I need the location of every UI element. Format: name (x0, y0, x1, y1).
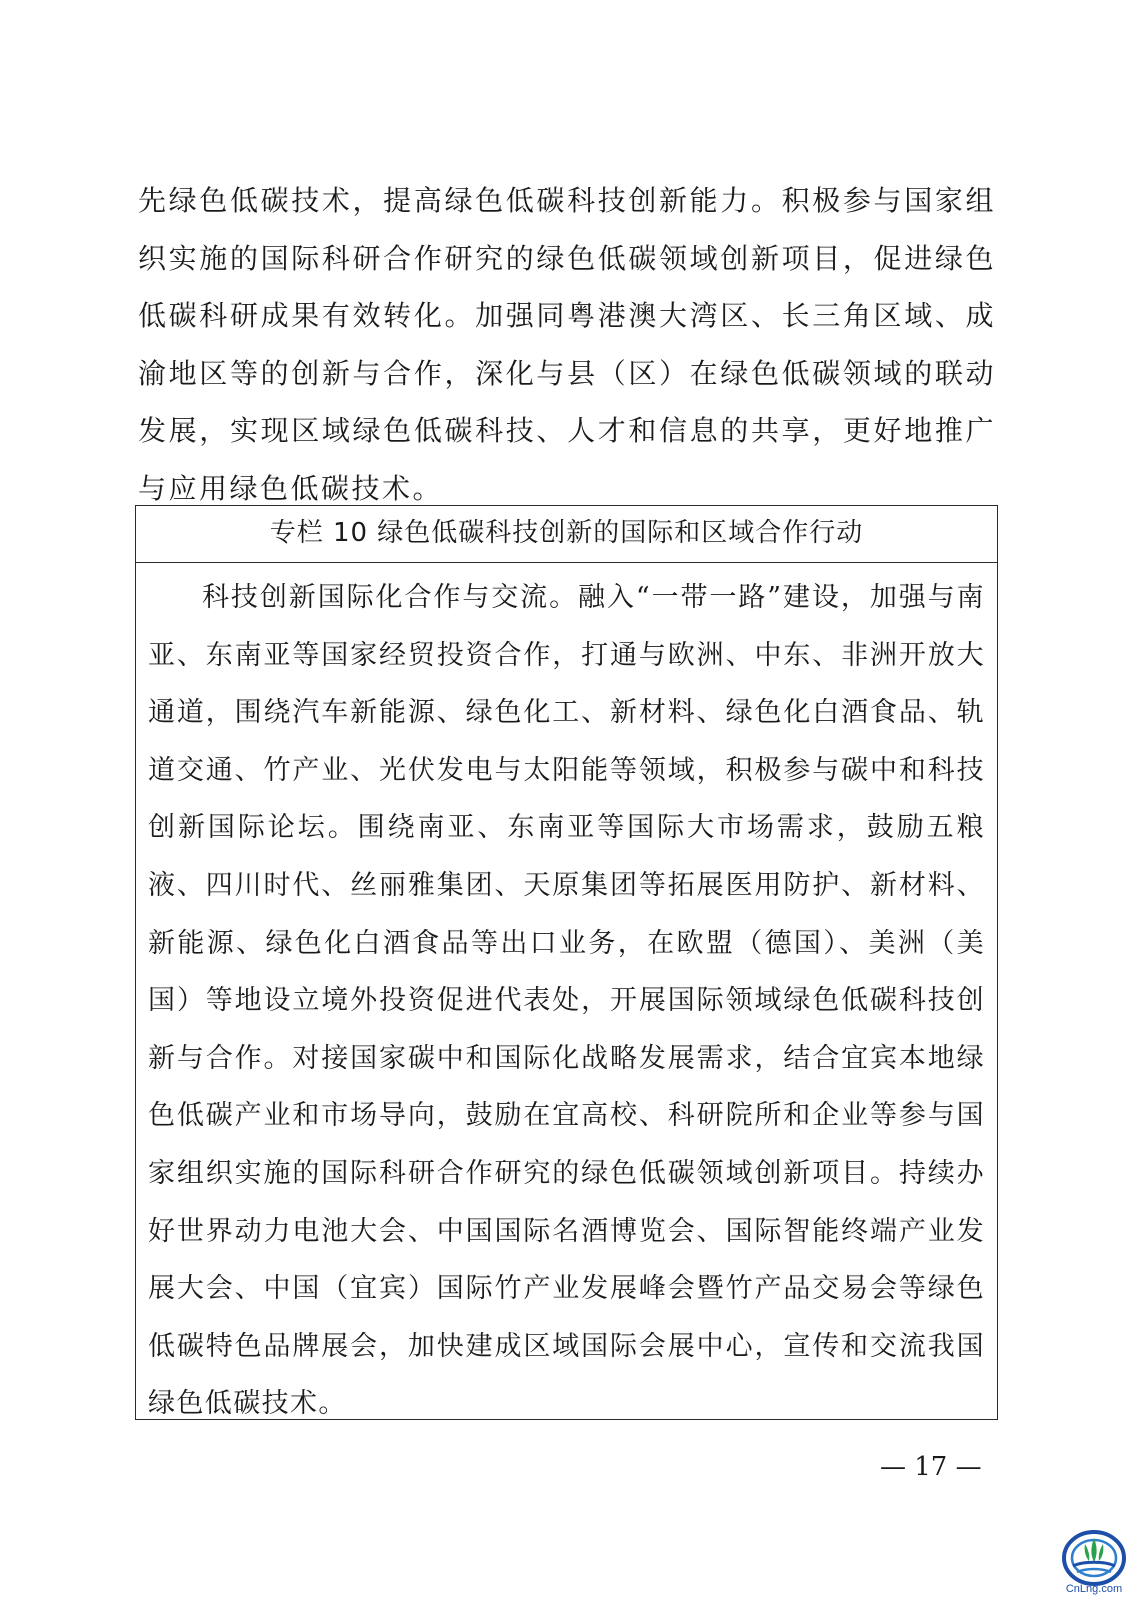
page-number: — 17 — (880, 1452, 982, 1482)
special-column-box (135, 505, 998, 1420)
watermark-text: CnLng.com (1065, 1583, 1123, 1595)
box-title: 专栏 10 绿色低碳科技创新的国际和区域合作行动 (136, 506, 997, 563)
box-lead-heading: 科技创新国际化合作与交流。 (202, 582, 579, 613)
box-body (136, 563, 997, 1433)
box-body-text: 融入“一带一路”建设，加强与南亚、东南亚等国家经贸投资合作，打通与欧洲、中东、非洲开放大通道，围绕汽车新能源、绿色化工、新材料、绿色化白酒食品、轨道交通、竹产业、光伏发电与太阳能等领域，积极参与碳中和科技创新国际论坛。围绕南亚、东南亚等国际大市场需求，鼓励五粮液、四川时代、丝丽雅集团、天原集团等拓展医用防护、新材料、新能源、绿色化白酒食品等出口业务，在欧盟（德国）、美洲（美国）等地设立境外投资促进代表处，开展国际领域绿色低碳科技创新与合作。对接国家碳中和国际化战略发展需求，结合宜宾本地绿色低碳产业和市场导向，鼓励在宜高校、科研院所和企业等参与国家组织实施的国际科研合作研究的绿色低碳领域创新项目。持续办好世界动力电池大会、中国国际名酒博览会、国际智能终端产业发展大会、中国（宜宾）国际竹产业发展峰会暨竹产品交易会等绿色低碳特色品牌展会，加快建成区域国际会展中心，宣传和交流我国绿色低碳技术。 (148, 582, 985, 1420)
intro-paragraph: 先绿色低碳技术，提高绿色低碳科技创新能力。积极参与国家组织实施的国际科研合作研究的绿色低碳领域创新项目，促进绿色低碳科研成果有效转化。加强同粤港澳大湾区、长三角区域、成渝地区等的创新与合作，深化与县（区）在绿色低碳领域的联动发展，实现区域绿色低碳科技、人才和信息的共享，更好地推广与应用绿色低碳技术。 (138, 184, 996, 505)
cnlng-logo-icon (1061, 1528, 1127, 1596)
